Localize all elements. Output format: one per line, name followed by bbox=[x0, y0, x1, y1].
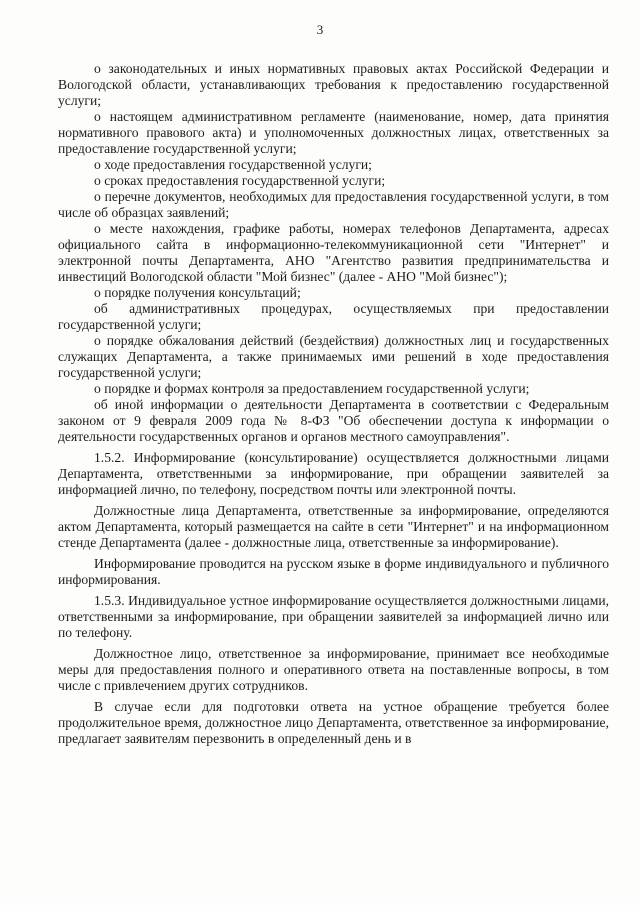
paragraph-section-1-5-3: 1.5.3. Индивидуальное устное информирование осуществляется должностными лицами, ответственными за информирование, при обращении заявителей за информацией лично или по телефону. bbox=[58, 593, 609, 640]
paragraph-responsible-officials: Должностные лица Департамента, ответственные за информирование, определяются актом Департамента, который размещается на сайте в сети "Интернет" и на информационном стенде Департамента (далее - должностные лица, ответственные за информирование). bbox=[58, 503, 609, 550]
paragraph-control-forms: о порядке и формах контроля за предоставлением государственной услуги; bbox=[94, 381, 530, 396]
document-body bbox=[58, 61, 609, 747]
paragraph-regulation-info: о настоящем административном регламенте (наименование, номер, дата принятия нормативного правового акта) и уполномоченных должностных лицах, ответственных за предоставление государственной услуги; bbox=[58, 109, 609, 156]
paragraph-documents-list: о перечне документов, необходимых для предоставления государственной услуги, в том числе об образцах заявлений; bbox=[58, 189, 609, 220]
paragraph-admin-procedures: об административных процедурах, осуществляемых при предоставлении государственной услуги; bbox=[58, 301, 609, 332]
paragraph-legal-acts: о законодательных и иных нормативных правовых актах Российской Федерации и Вологодской области, устанавливающих требования к предоставлению государственной услуги; bbox=[58, 61, 609, 108]
paragraph-other-information: об иной информации о деятельности Департамента в соответствии с Федеральным законом от 9 февраля 2009 года № 8-ФЗ "Об обеспечении доступа к информации о деятельности государственных органов и органов местного самоуправления". bbox=[58, 397, 609, 444]
paragraph-consultation-order: о порядке получения консультаций; bbox=[94, 285, 301, 300]
paragraph-location-contacts: о месте нахождения, графике работы, номерах телефонов Департамента, адресах официального сайта в информационно-телекоммуникационной сети "Интернет" и электронной почты Департамента, АНО "Агентство развития предпринимательства и инвестиций Вологодской области "Мой бизнес" (далее - АНО "Мой бизнес"); bbox=[58, 221, 609, 284]
paragraph-language: Информирование проводится на русском языке в форме индивидуального и публичного информирования. bbox=[58, 556, 609, 587]
paragraph-appeal-order: о порядке обжалования действий (бездействия) должностных лиц и государственных служащих Департамента, а также принимаемых ими решений в ходе предоставления государственной услуги; bbox=[58, 333, 609, 380]
paragraph-official-measures: Должностное лицо, ответственное за информирование, принимает все необходимые меры для предоставления полного и оперативного ответа на поставленные вопросы, в том числе с привлечением других сотрудников. bbox=[58, 646, 609, 693]
paragraph-service-progress: о ходе предоставления государственной услуги; bbox=[94, 157, 372, 172]
paragraph-extended-time: В случае если для подготовки ответа на устное обращение требуется более продолжительное время, должностное лицо Департамента, ответственное за информирование, предлагает заявителям перезвонить в определенный день и в bbox=[58, 699, 609, 746]
paragraph-section-1-5-2: 1.5.2. Информирование (консультирование) осуществляется должностными лицами Департамента, ответственными за информирование, при обращении заявителей за информацией лично, по телефону, посредством почты или электронной почты. bbox=[58, 450, 609, 497]
page-number: 3 bbox=[316, 22, 324, 37]
paragraph-service-terms: о сроках предоставления государственной услуги; bbox=[94, 173, 386, 188]
